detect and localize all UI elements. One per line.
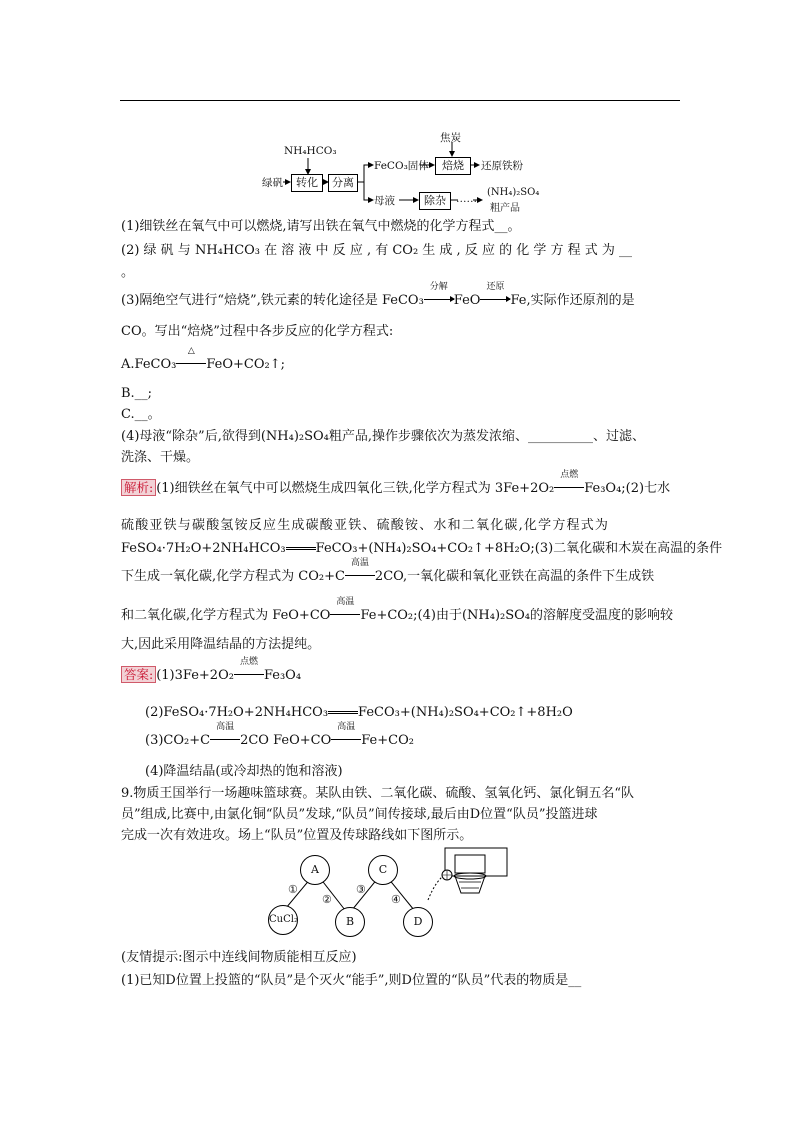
reduce-label: 还原: [486, 282, 505, 292]
question-4-line1: (4)母液“除杂”后,欲得到(NH₄)₂SO₄粗产品,操作步骤依次为蒸发浓缩、__________、过滤、: [121, 429, 646, 444]
answer-line4: (4)降温结晶(或冷却热的饱和溶液): [145, 764, 343, 779]
step-2: ②: [322, 893, 332, 906]
analysis-line6: 大,因此采用降温结晶的方法提纯。: [121, 637, 321, 652]
eq-a-post: FeO+CO₂↑;: [206, 357, 285, 372]
equation-c: C.__。: [121, 407, 161, 422]
answer-3-c: Fe+CO₂: [361, 733, 414, 748]
analysis-l5-b: Fe+CO₂;(4)由于(NH₄)₂SO₄的溶解度受温度的影响较: [360, 608, 673, 623]
mother-liquor-label: 母液: [374, 195, 395, 207]
decompose-label: 分解: [429, 282, 448, 292]
answer-high-temp-label-1: 高温: [216, 722, 235, 732]
product-formula-label: (NH₄)₂SO₄: [487, 187, 540, 198]
question-9-1: (1)已知D位置上投篮的“队员”是个灭火“能手”,则D位置的“队员”代表的物质是__: [121, 973, 582, 988]
answer-2-a: (2)FeSO₄·7H₂O+2NH₄HCO₃: [145, 705, 329, 720]
answer-2-b: FeCO₃+(NH₄)₂SO₄+CO₂↑+8H₂O: [358, 705, 573, 720]
q3-text-mid: FeO: [453, 293, 481, 308]
remove-impurity-box: 除杂: [419, 192, 451, 210]
eq-a-pre: A.FeCO₃: [121, 357, 177, 372]
analysis-tag: 解析:: [121, 479, 156, 496]
answer-3-b: 2CO FeO+CO: [240, 733, 332, 748]
heat-label: △: [187, 346, 195, 356]
high-temp-label-1: 高温: [350, 558, 369, 568]
answer-ignite-label: 点燃: [239, 657, 258, 667]
analysis-l3-b: FeCO₃+(NH₄)₂SO₄+CO₂↑+8H₂O;(3)二氧化碳和木炭在高温的条件: [315, 541, 723, 556]
analysis-l4-b: 2CO,一氧化碳和氧化亚铁在高温的条件下生成铁: [374, 569, 655, 584]
answer-1-a: (1)3Fe+2O₂: [156, 668, 234, 683]
question-2-line1: (2) 绿 矾 与 NH₄HCO₃ 在 溶 液 中 反 应 , 有 CO₂ 生 成 , 反 应 的 化 学 方 程 式 为 __: [121, 243, 633, 258]
answer-1-b: Fe₃O₄: [263, 668, 302, 683]
step-1: ①: [288, 883, 298, 896]
node-a: A: [300, 855, 330, 885]
equation-b: B.__;: [121, 386, 153, 401]
question-9-line1: 9.物质王国举行一场趣味篮球赛。某队由铁、二氧化碳、硫酸、氢氧化钙、氯化铜五名“队: [121, 786, 635, 801]
nh4hco3-label: NH₄HCO₃: [284, 145, 337, 157]
feco3-solid-label: FeCO₃固体: [374, 160, 429, 172]
analysis-l3-a: FeSO₄·7H₂O+2NH₄HCO₃: [121, 541, 286, 556]
analysis-l1-b: Fe₃O₄;(2)七水: [584, 481, 671, 496]
answer-high-temp-label-2: 高温: [337, 722, 356, 732]
q3-text-pre: (3)隔绝空气进行“焙烧”,铁元素的转化途径是 FeCO₃: [121, 293, 424, 308]
hint-text: (友情提示:图示中连线间物质能相互反应): [121, 950, 357, 965]
node-c: C: [368, 855, 398, 885]
question-9-line3: 完成一次有效进攻。场上“队员”位置及传球路线如下图所示。: [121, 828, 473, 843]
convert-box: 转化: [291, 174, 323, 192]
separate-box: 分离: [328, 174, 358, 192]
analysis-l4-a: 下生成一氧化碳,化学方程式为 CO₂+C: [121, 569, 345, 584]
question-9-line2: 员”组成,比赛中,由氯化铜“队员”发球,“队员”间传接球,最后由D位置“队员”投篮进球: [121, 807, 598, 822]
analysis-line2: 硫酸亚铁与碳酸氢铵反应生成碳酸亚铁、硫酸铵、水和二氧化碳,化学方程式为: [121, 518, 610, 533]
node-d: D: [403, 907, 433, 937]
answer-3-a: (3)CO₂+C: [145, 733, 211, 748]
dots-label: ……: [456, 193, 477, 205]
q3-text-post: Fe,实际作还原剂的是: [510, 293, 635, 308]
question-3-line2: CO。写出“焙烧”过程中各步反应的化学方程式:: [121, 324, 394, 339]
ignite-label: 点燃: [560, 470, 579, 480]
green-vitriol-label: 绿矾: [262, 177, 283, 189]
crude-product-label: 粗产品: [490, 203, 520, 214]
high-temp-label-2: 高温: [336, 597, 355, 607]
step-4: ④: [391, 893, 401, 906]
analysis-l1-a: (1)细铁丝在氧气中可以燃烧生成四氧化三铁,化学方程式为 3Fe+2O₂: [156, 481, 555, 496]
question-1: (1)细铁丝在氧气中可以燃烧,请写出铁在氧气中燃烧的化学方程式__。: [121, 219, 521, 234]
step-3: ③: [356, 883, 366, 896]
node-b: B: [335, 907, 365, 937]
answer-tag: 答案:: [121, 666, 156, 683]
analysis-l5-a: 和二氧化碳,化学方程式为 FeO+CO: [121, 608, 331, 623]
question-4-line2: 洗涤、干燥。: [121, 450, 200, 465]
question-2-line2: 。: [121, 265, 135, 280]
node-cucl2: CuCl₂: [268, 905, 298, 935]
reduced-iron-label: 还原铁粉: [481, 160, 523, 172]
roast-box: 焙烧: [435, 157, 471, 175]
coke-label: 焦炭: [440, 132, 461, 144]
